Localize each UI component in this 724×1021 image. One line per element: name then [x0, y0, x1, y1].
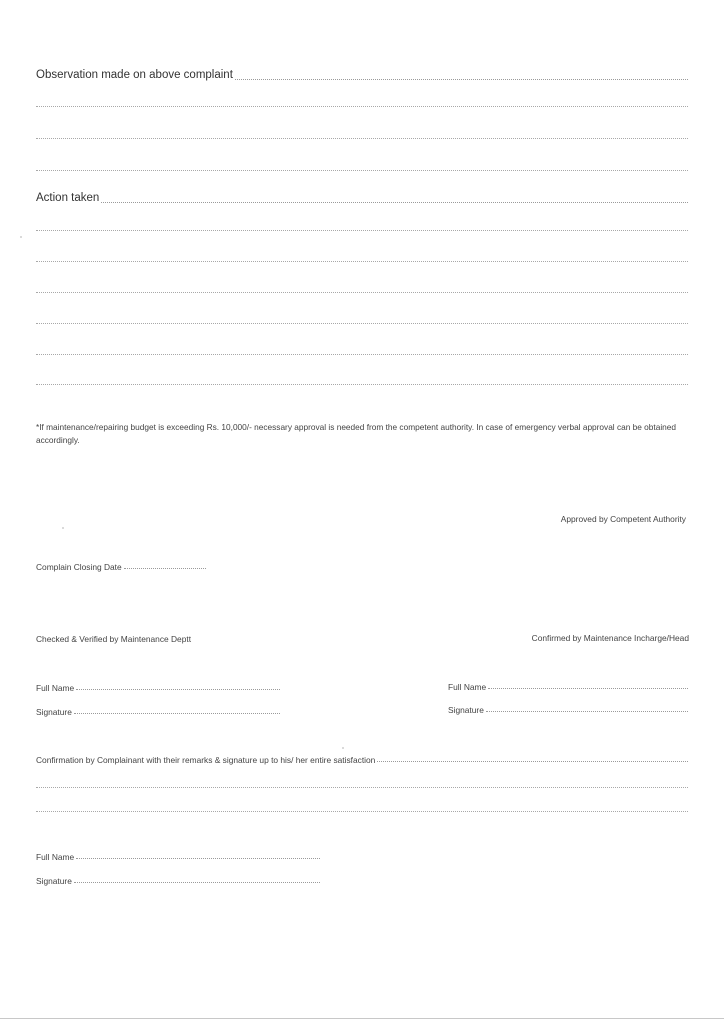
closing-date-label: Complain Closing Date — [36, 562, 122, 572]
page-bottom-edge — [0, 1018, 724, 1019]
right-full-name-field[interactable] — [488, 687, 688, 689]
complainant-signature-label: Signature — [36, 876, 72, 886]
complainant-confirmation-field[interactable] — [377, 760, 688, 762]
left-signature-field[interactable] — [74, 712, 280, 714]
action-line-3[interactable] — [36, 261, 688, 262]
budget-note: *If maintenance/repairing budget is exceeding Rs. 10,000/- necessary approval is needed from the competent authority. In case of emergency verbal approval can be obtained accordingly. — [36, 422, 677, 445]
observation-row — [36, 70, 688, 82]
closing-date-row — [36, 563, 206, 571]
action-line-2[interactable] — [36, 230, 688, 231]
scan-speck — [20, 236, 22, 238]
complainant-signature-field[interactable] — [74, 881, 320, 883]
right-signature-label: Signature — [448, 705, 484, 715]
checked-verified-label: Checked & Verified by Maintenance Deptt — [36, 634, 192, 644]
action-line-6[interactable] — [36, 354, 688, 355]
left-signature-row — [36, 708, 280, 716]
left-full-name-label: Full Name — [36, 683, 75, 693]
observation-line-2[interactable] — [36, 106, 688, 107]
right-signature-field[interactable] — [486, 710, 688, 712]
observation-line-3[interactable] — [36, 138, 688, 139]
left-signature-label: Signature — [36, 707, 72, 717]
complainant-confirmation-label: Confirmation by Complainant with their remarks & signature up to his/ her entire satisfaction — [36, 755, 376, 765]
left-full-name-field[interactable] — [76, 688, 280, 690]
right-full-name-label: Full Name — [448, 682, 487, 692]
scan-speck — [62, 527, 64, 529]
scan-speck — [342, 747, 344, 749]
complainant-confirmation-row — [36, 756, 688, 764]
observation-label: Observation made on above complaint — [36, 69, 233, 81]
action-line-7[interactable] — [36, 384, 688, 385]
action-line-4[interactable] — [36, 292, 688, 293]
action-label: Action taken — [36, 192, 100, 204]
action-line-5[interactable] — [36, 323, 688, 324]
right-signature-row — [448, 706, 688, 714]
complainant-full-name-label: Full Name — [36, 852, 75, 862]
confirmed-incharge-label: Confirmed by Maintenance Incharge/Head — [531, 633, 689, 643]
action-row — [36, 193, 688, 205]
complainant-line-3[interactable] — [36, 811, 688, 812]
complainant-signature-row — [36, 877, 320, 885]
action-field[interactable] — [101, 201, 688, 203]
right-full-name-row — [448, 683, 688, 691]
complainant-full-name-row — [36, 853, 320, 861]
observation-line-4[interactable] — [36, 170, 688, 171]
complainant-full-name-field[interactable] — [76, 857, 320, 859]
observation-field[interactable] — [235, 78, 688, 80]
approval-label: Approved by Competent Authority — [560, 514, 686, 524]
closing-date-field[interactable] — [124, 567, 206, 569]
complainant-line-2[interactable] — [36, 787, 688, 788]
left-full-name-row — [36, 684, 280, 692]
